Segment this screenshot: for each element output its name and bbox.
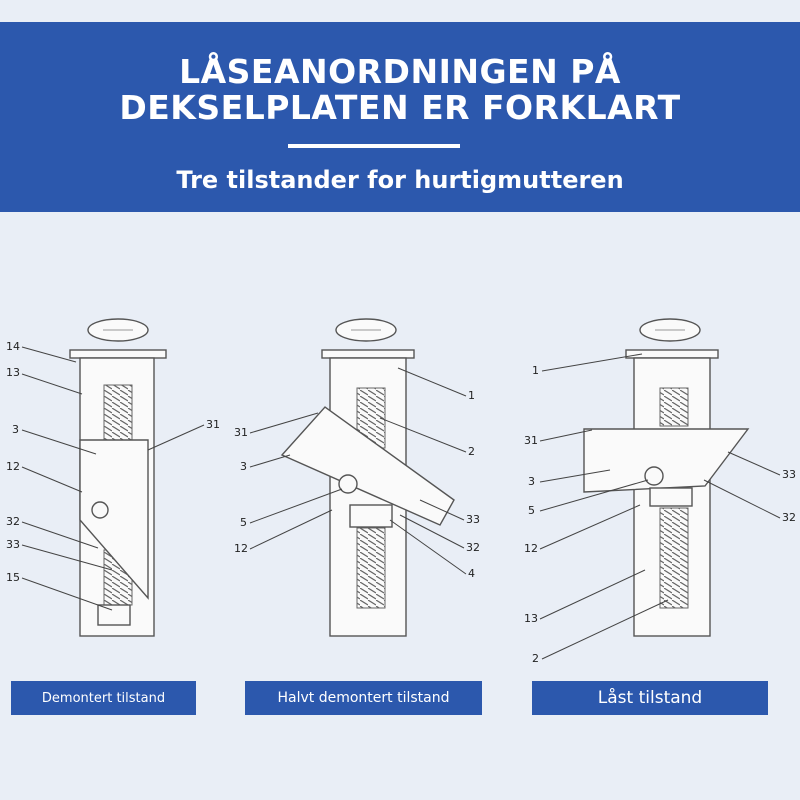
label-13: 13: [6, 366, 20, 379]
label-31b: 31: [234, 426, 248, 439]
title-divider: [288, 144, 460, 148]
header-banner: [0, 22, 800, 212]
label-3c: 3: [528, 475, 535, 488]
label-1: 1: [468, 389, 475, 402]
label-2: 2: [468, 445, 475, 458]
label-5c: 5: [528, 504, 535, 517]
label-12b: 12: [234, 542, 248, 555]
figure-half-disassembled: [282, 319, 454, 636]
label-33c: 33: [782, 468, 796, 481]
figure-disassembled: [70, 319, 166, 636]
title-line-2: DEKSELPLATEN ER FORKLART: [119, 88, 681, 127]
label-31c: 31: [524, 434, 538, 447]
label-5: 5: [240, 516, 247, 529]
label-15: 15: [6, 571, 20, 584]
label-1c: 1: [532, 364, 539, 377]
label-33: 33: [6, 538, 20, 551]
label-32c: 32: [782, 511, 796, 524]
state-label-locked: Låst tilstand: [532, 681, 768, 715]
label-33b: 33: [466, 513, 480, 526]
label-13c: 13: [524, 612, 538, 625]
label-4: 4: [468, 567, 475, 580]
label-31: 31: [206, 418, 220, 431]
subtitle: Tre tilstander for hurtigmutteren: [176, 166, 624, 194]
label-2c: 2: [532, 652, 539, 665]
label-32b: 32: [466, 541, 480, 554]
label-32: 32: [6, 515, 20, 528]
state-label-disassembled: Demontert tilstand: [11, 681, 196, 715]
state-label-half-disassembled: Halvt demontert tilstand: [245, 681, 482, 715]
label-12c: 12: [524, 542, 538, 555]
label-12: 12: [6, 460, 20, 473]
figure-locked: [584, 319, 748, 636]
title-line-1: LÅSEANORDNINGEN PÅ: [179, 52, 621, 91]
label-3b: 3: [240, 460, 247, 473]
quick-nut-diagram: [0, 212, 800, 682]
label-14: 14: [6, 340, 20, 353]
label-3: 3: [12, 423, 19, 436]
